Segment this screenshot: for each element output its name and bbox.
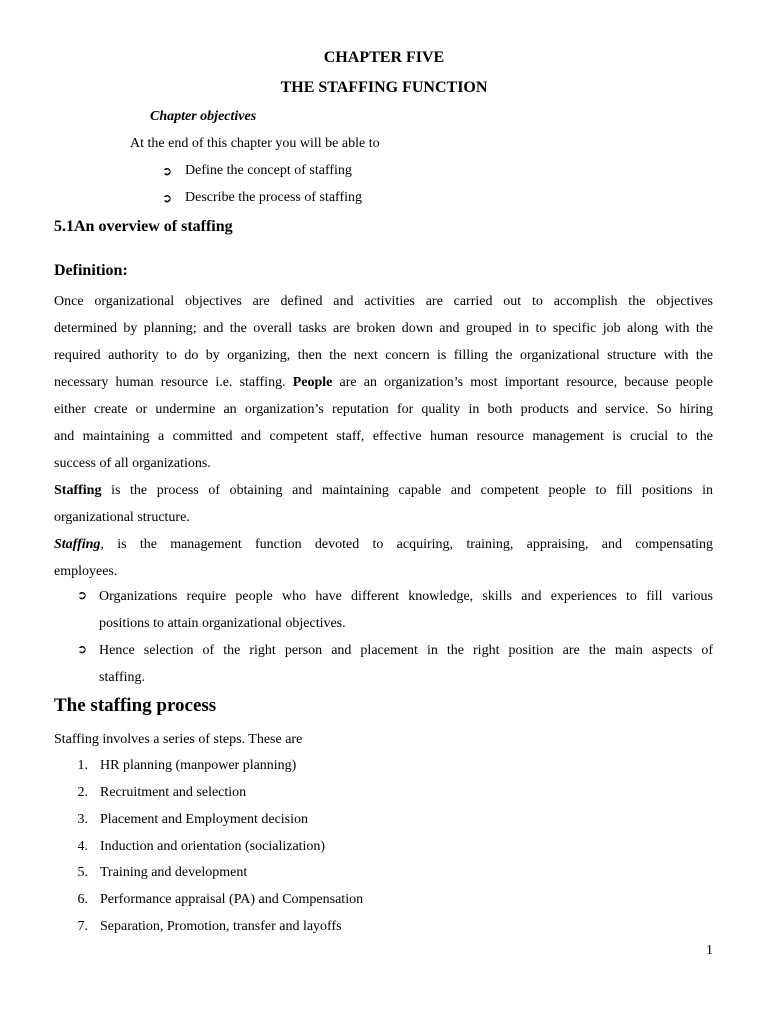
paragraph-line (54, 477, 713, 504)
staffing-definition-1 (54, 477, 713, 531)
line-text: , is the management function devoted to acquiring, training, appraising, and compensating (100, 537, 713, 552)
objective-item: Define the concept of staffing (185, 163, 352, 178)
objective-item: Describe the process of staffing (185, 190, 363, 205)
definition-heading: Definition: (54, 262, 128, 279)
step-text: Induction and orientation (socialization) (100, 839, 326, 854)
objectives-heading: Chapter objectives (150, 109, 257, 124)
paragraph-line: Organizations require people who have different knowledge, skills and experiences to fill various (99, 589, 713, 604)
definition-paragraph (54, 288, 713, 477)
step-text: Performance appraisal (PA) and Compensation (100, 892, 364, 907)
process-heading: The staffing process (54, 695, 217, 716)
arrow-bullet-icon: ➲ (162, 164, 173, 178)
paragraph-line (54, 531, 713, 558)
step-text: HR planning (manpower planning) (100, 758, 297, 773)
section-title: An overview of staffing (74, 218, 233, 235)
paragraph-line: and maintaining a committed and competent staff, effective human resource management is crucial to the (54, 429, 713, 444)
step-number: 7. (77, 919, 88, 934)
people-term: People (292, 375, 333, 390)
line-text: is the process of obtaining and maintaining capable and competent people to fill positions in (101, 483, 713, 498)
arrow-bullet-icon: ➲ (77, 642, 88, 656)
line-text: necessary human resource i.e. staffing. (54, 375, 293, 390)
section-number: 5.1 (54, 218, 74, 235)
step-text: Placement and Employment decision (100, 812, 309, 827)
paragraph-line: staffing. (99, 670, 146, 685)
paragraph-line: required authority to do by organizing, then the next concern is filling the organizational structure with the (54, 348, 713, 363)
paragraph-line (54, 369, 713, 396)
arrow-bullet-icon: ➲ (162, 191, 173, 205)
arrow-bullet-icon: ➲ (77, 588, 88, 602)
staffing-term: Staffing (54, 537, 101, 552)
chapter-number-title: CHAPTER FIVE (323, 49, 445, 66)
paragraph-line: success of all organizations. (54, 456, 211, 471)
chapter-title: THE STAFFING FUNCTION (280, 79, 488, 96)
page-number: 1 (706, 943, 713, 958)
section-heading-overview (54, 218, 233, 236)
bullet-item (99, 583, 713, 637)
step-number: 6. (77, 892, 88, 907)
staffing-term: Staffing (54, 483, 102, 498)
paragraph-line: employees. (54, 564, 118, 579)
step-text: Recruitment and selection (100, 785, 247, 800)
staffing-definition-2 (54, 531, 713, 585)
paragraph-line: Once organizational objectives are defined and activities are carried out to accomplish the objectives (54, 294, 713, 309)
paragraph-line: determined by planning; and the overall tasks are broken down and grouped in to specific job along with the (54, 321, 713, 336)
paragraph-line: organizational structure. (54, 510, 190, 525)
paragraph-line: either create or undermine an organization’s reputation for quality in both products and service. So hiring (54, 402, 713, 417)
objectives-intro: At the end of this chapter you will be able to (130, 136, 380, 151)
step-number: 4. (77, 839, 88, 854)
step-number: 5. (77, 865, 88, 880)
step-number: 1. (77, 758, 88, 773)
paragraph-line: Hence selection of the right person and placement in the right position are the main aspects of (99, 643, 713, 658)
bullet-item (99, 637, 713, 691)
paragraph-line: positions to attain organizational objectives. (99, 616, 346, 631)
process-intro: Staffing involves a series of steps. These are (54, 732, 303, 747)
step-number: 2. (77, 785, 88, 800)
step-text: Separation, Promotion, transfer and layoffs (100, 919, 342, 934)
line-text: are an organization’s most important resource, because people (332, 375, 713, 390)
step-text: Training and development (100, 865, 248, 880)
step-number: 3. (77, 812, 88, 827)
